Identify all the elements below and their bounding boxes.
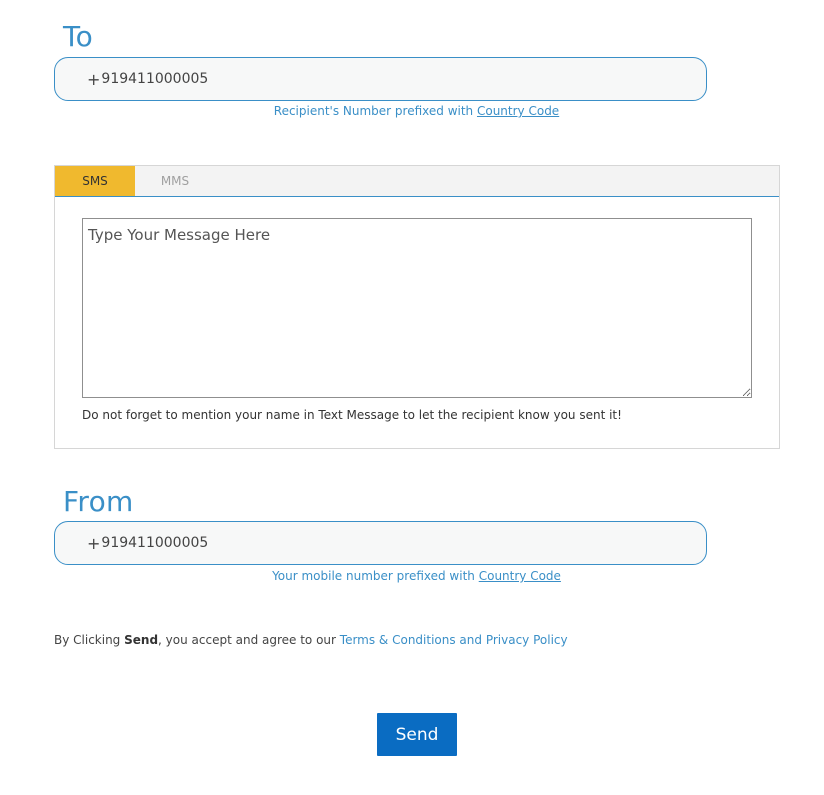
message-panel: [54, 165, 780, 449]
to-hint: [54, 104, 779, 118]
terms-middle: , you accept and agree to our: [158, 633, 340, 647]
to-plus-prefix: +: [87, 69, 101, 89]
message-textarea[interactable]: [82, 218, 752, 398]
from-hint-text: Your mobile number prefixed with: [272, 569, 479, 583]
to-country-code-link[interactable]: Country Code: [476, 104, 560, 118]
to-phone-input[interactable]: [101, 71, 706, 87]
terms-link[interactable]: Terms & Conditions and Privacy Policy: [339, 633, 568, 647]
terms-text: [54, 633, 568, 647]
to-heading: To: [63, 20, 94, 53]
message-tabbar: [55, 166, 779, 197]
from-hint: [54, 569, 779, 583]
terms-bold-send: Send: [124, 633, 159, 647]
from-phone-field[interactable]: [54, 521, 707, 565]
from-heading: From: [63, 485, 134, 518]
tab-mms[interactable]: MMS: [160, 174, 190, 188]
to-phone-field[interactable]: [54, 57, 707, 101]
to-hint-text: Recipient's Number prefixed with: [273, 104, 477, 118]
terms-prefix: By Clicking: [54, 633, 125, 647]
from-phone-input[interactable]: [101, 535, 706, 551]
tab-sms[interactable]: SMS: [55, 166, 135, 196]
from-country-code-link[interactable]: Country Code: [478, 569, 561, 583]
from-plus-prefix: +: [87, 533, 101, 553]
send-button[interactable]: Send: [377, 713, 457, 756]
message-note: Do not forget to mention your name in Text Message to let the recipient know you sent it!: [82, 408, 622, 422]
